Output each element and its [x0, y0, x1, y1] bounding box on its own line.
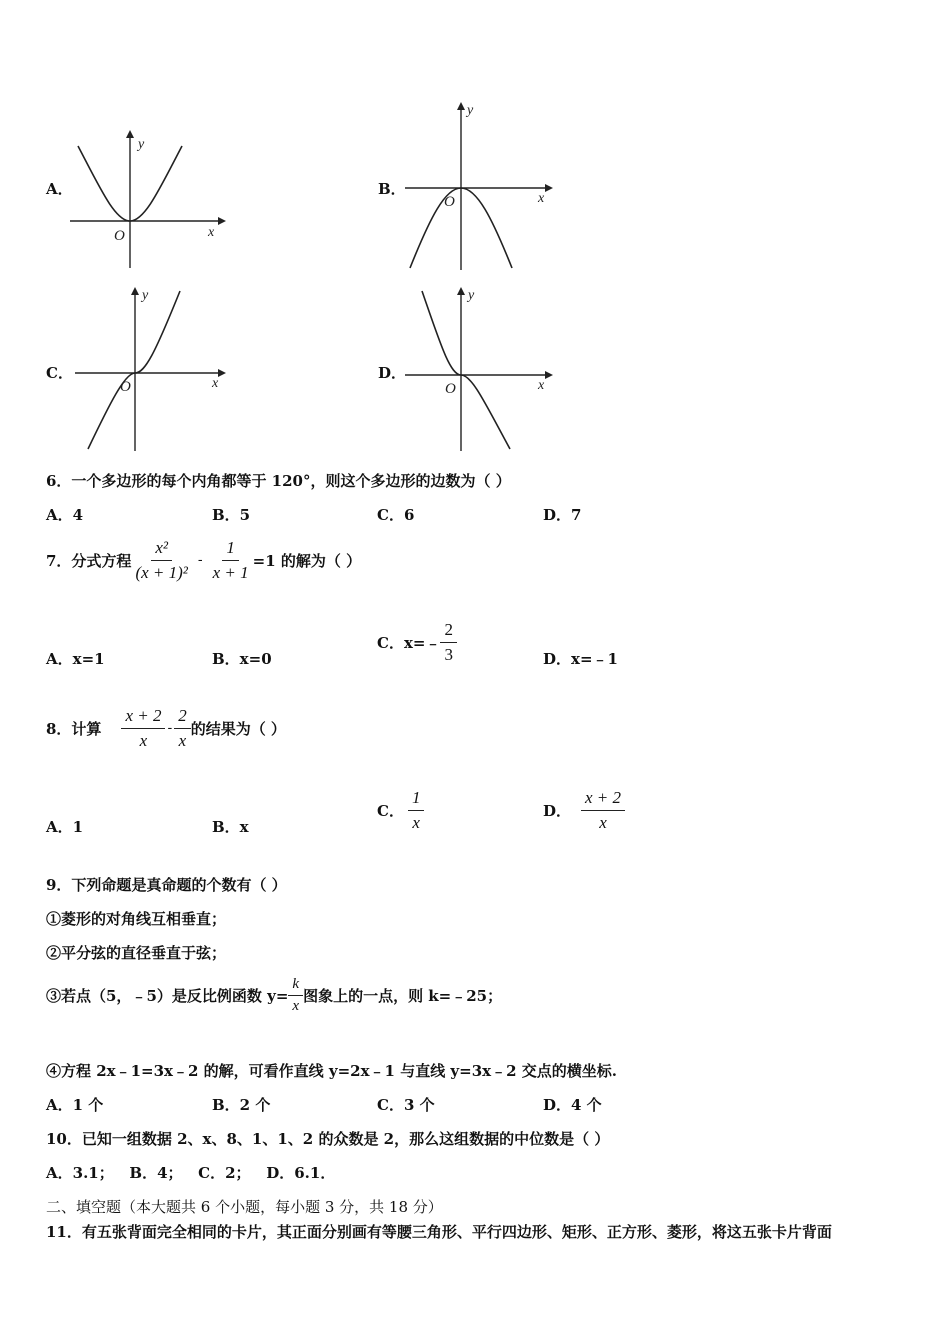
q8-option-d-numerator: x + 2	[581, 788, 625, 811]
q8-frac2-denominator: x	[178, 730, 187, 750]
q9-item-1: ①菱形的对角线互相垂直；	[46, 910, 227, 928]
svg-text:x: x	[212, 376, 219, 391]
q9-item3-denominator: x	[292, 998, 300, 1015]
q8-option-d-denominator: x	[599, 812, 607, 832]
q8-option-d	[543, 788, 625, 832]
q7-fraction-2	[209, 538, 253, 582]
q8-option-c-fraction	[408, 788, 425, 832]
q8-option-b: B．x	[212, 818, 249, 836]
q7-stem	[46, 538, 361, 582]
q8-frac1-denominator: x	[139, 730, 148, 750]
q10-options: A．3.1； B．4； C．2； D．6.1．	[46, 1164, 336, 1182]
q7-option-c-prefix: C．x=﹣	[377, 633, 441, 652]
q8-option-a: A．1	[46, 818, 84, 836]
q8-fraction-2	[174, 706, 191, 750]
q8-minus: -	[167, 720, 173, 737]
q9-option-a: A．1 个	[46, 1096, 104, 1114]
graph-option-c-label: C．	[46, 364, 73, 382]
q8-option-d-prefix: D．	[543, 801, 572, 820]
svg-text:x: x	[208, 225, 215, 240]
q8-frac2-numerator: 2	[174, 706, 191, 729]
q7-frac2-numerator: 1	[222, 538, 239, 561]
q7-frac1-denominator: (x + 1)²	[135, 562, 188, 582]
q7-frac2-denominator: x + 1	[212, 562, 249, 582]
svg-text:y: y	[468, 288, 475, 303]
q8-frac1-numerator: x + 2	[121, 706, 165, 729]
graph-option-b	[400, 98, 560, 273]
q9-option-c: C．3 个	[377, 1096, 435, 1114]
svg-text:y: y	[138, 137, 145, 152]
q7-option-a: A．x=1	[46, 650, 105, 668]
graph-option-a	[70, 128, 230, 273]
graph-option-d-label: D．	[378, 364, 407, 382]
q6-option-d: D．7	[543, 506, 582, 524]
svg-text:x: x	[538, 191, 545, 206]
graph-option-a-label: A．	[46, 180, 73, 198]
q8-fraction-1	[121, 706, 165, 750]
q6-option-a: A．4	[46, 506, 84, 524]
q8-option-c-numerator: 1	[408, 788, 425, 811]
q9-item3-prefix: ③若点（5，﹣5）是反比例函数 y=	[46, 987, 289, 1006]
q7-frac1-numerator: x²	[151, 538, 172, 561]
q7-option-d: D．x=﹣1	[543, 650, 618, 668]
q11-stem: 11．有五张背面完全相同的卡片，其正面分别画有等腰三角形、平行四边形、矩形、正方形、菱形，将这五张卡片背面	[46, 1223, 832, 1241]
q9-item-2: ②平分弦的直径垂直于弦；	[46, 944, 227, 962]
q7-fraction-1	[131, 538, 191, 582]
q9-option-b: B．2 个	[212, 1096, 271, 1114]
q7-option-b: B．x=0	[212, 650, 272, 668]
q6-option-c: C．6	[377, 506, 415, 524]
svg-text:O: O	[444, 194, 455, 210]
svg-text:x: x	[538, 378, 545, 393]
section-2-title: 二、填空题（本大题共 6 个小题，每小题 3 分，共 18 分）	[46, 1198, 443, 1216]
svg-text:O: O	[120, 379, 131, 395]
q6-stem: 6．一个多边形的每个内角都等于 120°，则这个多边形的边数为（ ）	[46, 472, 511, 490]
q6-option-b: B．5	[212, 506, 251, 524]
q8-stem	[46, 706, 286, 750]
svg-text:y: y	[467, 103, 474, 118]
q9-item3-suffix: 图象上的一点，则 k=﹣25；	[303, 987, 503, 1006]
q9-option-d: D．4 个	[543, 1096, 602, 1114]
q8-suffix: 的结果为（ ）	[190, 719, 286, 738]
q8-option-d-fraction	[581, 788, 625, 832]
graph-option-d	[400, 283, 560, 453]
q8-option-c	[377, 788, 424, 832]
graph-option-c	[70, 283, 230, 453]
q7-option-c	[377, 620, 457, 664]
q8-prefix: 8．计算	[46, 719, 102, 738]
q7-minus: -	[197, 552, 203, 569]
q10-stem: 10．已知一组数据 2、x、8、1、1、2 的众数是 2，那么这组数据的中位数是（ ）	[46, 1130, 610, 1148]
q9-stem: 9．下列命题是真命题的个数有（ ）	[46, 876, 287, 894]
q9-item-3	[46, 976, 502, 1016]
svg-text:O: O	[114, 228, 125, 244]
q8-option-c-denominator: x	[412, 812, 420, 832]
graph-option-b-label: B．	[378, 180, 406, 198]
q7-option-c-numerator: 2	[440, 620, 457, 643]
svg-text:y: y	[142, 288, 149, 303]
q9-item3-fraction	[288, 976, 303, 1016]
q9-item-4: ④方程 2x﹣1=3x﹣2 的解，可看作直线 y=2x﹣1 与直线 y=3x﹣2 交点的横坐标.	[46, 1062, 617, 1080]
q9-item3-numerator: k	[288, 976, 303, 996]
q7-option-c-fraction	[440, 620, 457, 664]
q7-option-c-denominator: 3	[444, 644, 453, 664]
q7-prefix: 7．分式方程	[46, 551, 132, 570]
q8-option-c-prefix: C．	[377, 801, 404, 820]
q7-suffix: =1 的解为（ ）	[252, 551, 362, 570]
svg-text:O: O	[445, 381, 456, 397]
